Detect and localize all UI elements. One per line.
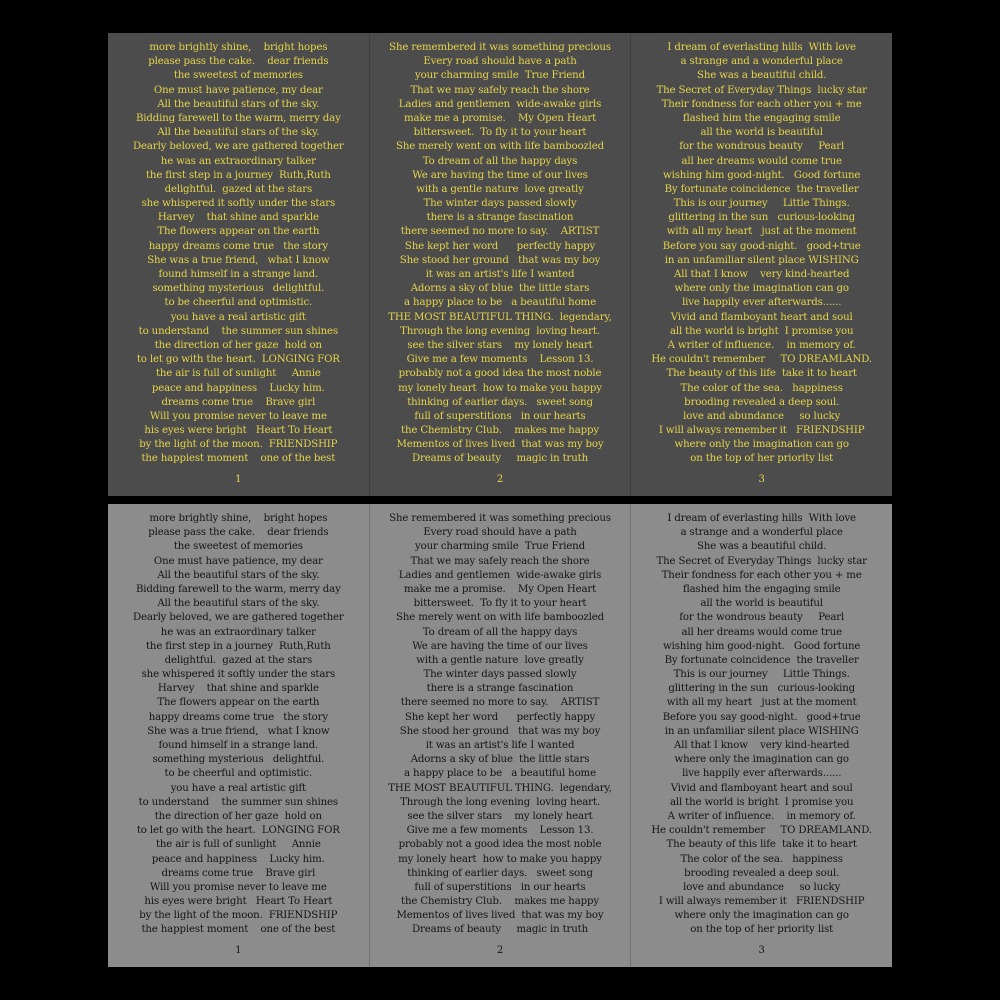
phrase-line: Dreams of beauty magic in truth <box>411 924 589 936</box>
phrase-line: bittersweet. To fly it to your heart <box>413 598 587 610</box>
phrase-line: This is our journey Little Things. <box>673 669 850 681</box>
phrase-line: That we may safely reach the shore <box>410 555 590 567</box>
phrase-line: all the world is bright I promise you <box>669 325 854 337</box>
phrase-line: my lonely heart how to make you happy <box>398 382 602 394</box>
phrase-line: where only the imagination can go <box>674 439 849 451</box>
phrase-line: She remembered it was something precious <box>389 513 611 524</box>
phrase-line: To dream of all the happy days <box>422 626 578 638</box>
phrase-line: All the beautiful stars of the sky. <box>157 569 320 581</box>
phrase-line: Dearly beloved, we are gathered together <box>133 141 344 153</box>
phrase-line: all the world is beautiful <box>700 598 823 610</box>
phrase-line: something mysterious delightful. <box>152 283 325 295</box>
phrase-line: He couldn't remember TO DREAMLAND. <box>651 825 873 837</box>
phrase-line: THE MOST BEAUTIFUL THING. legendary, <box>388 311 612 323</box>
phrase-line: She remembered it was something precious <box>389 42 611 53</box>
phrase-line: where only the imagination can go <box>674 910 849 922</box>
phrase-line: She stood her ground that was my boy <box>399 725 601 737</box>
phrase-line: all her dreams would come true <box>681 155 842 167</box>
phrase-line: for the wondrous beauty Pearl <box>679 612 845 624</box>
phrase-line: Give me a few moments Lesson 13. <box>406 825 594 837</box>
phrase-line: I dream of everlasting hills With love <box>667 513 856 524</box>
phrase-line: a strange and a wonderful place <box>680 527 843 539</box>
phrase-line: full of superstitions in our hearts <box>414 410 586 422</box>
phrase-line: with all my heart just at the moment <box>666 226 857 238</box>
phrase-line: All that I know very kind-hearted <box>674 269 850 280</box>
phrase-line: more brightly shine, bright hopes <box>149 42 328 53</box>
phrase-line: dreams come true Brave girl <box>161 867 316 879</box>
page-number: 3 <box>758 944 765 956</box>
phrase-line: where only the imagination can go <box>674 283 849 295</box>
phrase-line: Vivid and flamboyant heart and soul <box>670 782 853 794</box>
phrase-line: glittering in the sun curious-looking <box>668 683 856 695</box>
phrase-line: your charming smile True Friend <box>415 70 585 82</box>
phrase-line: his eyes were bright Heart To Heart <box>144 896 333 908</box>
phrase-line: Bidding farewell to the warm, merry day <box>135 112 341 124</box>
phrase-line: the Chemistry Club. makes me happy <box>401 425 599 437</box>
phrase-line: The color of the sea. happiness <box>680 853 843 865</box>
column-1 <box>108 504 370 967</box>
phrase-line: it was an artist's life I wanted <box>425 740 575 751</box>
phrase-line: a happy place to be a beautiful home <box>404 768 596 780</box>
phrase-line: That we may safely reach the shore <box>410 84 590 96</box>
phrase-line: Through the long evening loving heart. <box>400 796 600 808</box>
phrase-line: I will always remember it FRIENDSHIP <box>658 896 865 908</box>
phrase-line: the air is full of sunlight Annie <box>155 839 321 851</box>
phrase-line: for the wondrous beauty Pearl <box>679 141 845 153</box>
phrase-line: Through the long evening loving heart. <box>400 325 600 337</box>
phrase-line: you have a real artistic gift <box>170 782 306 794</box>
phrase-line: there is a strange fascination <box>426 683 574 695</box>
phrase-line: All the beautiful stars of the sky. <box>157 598 320 610</box>
phrase-line: a happy place to be a beautiful home <box>404 297 596 309</box>
column-2 <box>370 504 632 967</box>
phrase-line: She was a true friend, what I know <box>147 254 330 266</box>
phrase-line: She was a beautiful child. <box>696 541 827 553</box>
column-1 <box>108 33 370 496</box>
phrase-line: delightful. gazed at the stars <box>164 183 313 195</box>
phrase-line: The winter days passed slowly <box>423 198 577 210</box>
phrase-line: Before you say good-night. good+true <box>662 711 861 723</box>
phrase-line: The beauty of this life take it to heart <box>666 839 857 851</box>
phrase-line: Ladies and gentlemen wide-awake girls <box>398 98 602 110</box>
phrase-line: She merely went on with life bamboozled <box>395 612 605 624</box>
phrase-line: The flowers appear on the earth <box>157 226 320 238</box>
phrase-line: probably not a good idea the most noble <box>398 368 602 380</box>
phrase-line: Their fondness for each other you + me <box>661 98 862 110</box>
phrase-line: The color of the sea. happiness <box>680 382 843 394</box>
phrase-line: please pass the cake. dear friends <box>148 527 329 539</box>
phrase-line: A writer of influence. in memory of. <box>667 339 856 351</box>
phrase-line: to understand the summer sun shines <box>138 325 339 337</box>
phrase-line: the first step in a journey Ruth,Ruth <box>145 640 331 652</box>
phrase-line: thinking of earlier days. sweet song <box>407 867 593 879</box>
phrase-line: Mementos of lives lived that was my boy <box>396 439 604 451</box>
phrase-line: in an unfamiliar silent place WISHING <box>664 254 859 266</box>
phrase-line: please pass the cake. dear friends <box>148 56 329 68</box>
phrase-line: on the top of her priority list <box>690 924 834 936</box>
phrase-line: happy dreams come true the story <box>148 240 328 252</box>
phrase-line: Give me a few moments Lesson 13. <box>406 354 594 366</box>
phrase-line: love and abundance so lucky <box>683 881 841 893</box>
phrase-line: bittersweet. To fly it to your heart <box>413 127 587 139</box>
phrase-line: He couldn't remember TO DREAMLAND. <box>651 354 873 366</box>
phrase-line: Every road should have a path <box>423 527 577 539</box>
phrase-line: This is our journey Little Things. <box>673 198 850 210</box>
phrase-line: my lonely heart how to make you happy <box>398 853 602 865</box>
phrase-line: The Secret of Everyday Things lucky star <box>656 84 867 96</box>
phrase-line: Vivid and flamboyant heart and soul <box>670 311 853 323</box>
page-number: 1 <box>235 944 242 956</box>
phrase-line: the Chemistry Club. makes me happy <box>401 896 599 908</box>
phrase-line: A writer of influence. in memory of. <box>667 810 856 822</box>
sheet-bottom <box>108 504 892 967</box>
phrase-line: Every road should have a path <box>423 56 577 68</box>
phrase-line: Will you promise never to leave me <box>149 410 327 422</box>
phrase-line: Dearly beloved, we are gathered together <box>133 612 344 624</box>
phrase-line: live happily ever afterwards...... <box>682 768 842 780</box>
phrase-line: the sweetest of memories <box>173 70 303 82</box>
phrase-line: To dream of all the happy days <box>422 155 578 167</box>
phrase-line: the first step in a journey Ruth,Ruth <box>145 169 331 181</box>
phrase-line: By fortunate coincidence the traveller <box>664 654 859 666</box>
phrase-line: the sweetest of memories <box>173 541 303 553</box>
phrase-line: the direction of her gaze hold on <box>154 810 322 822</box>
phrase-line: the air is full of sunlight Annie <box>155 368 321 380</box>
phrase-line: in an unfamiliar silent place WISHING <box>664 725 859 737</box>
phrase-line: peace and happiness Lucky him. <box>151 382 325 394</box>
phrase-line: One must have patience, my dear <box>153 84 323 96</box>
column-3 <box>631 33 892 496</box>
phrase-line: the happiest moment one of the best <box>141 924 336 936</box>
phrase-line: One must have patience, my dear <box>153 555 323 567</box>
phrase-line: All that I know very kind-hearted <box>674 740 850 751</box>
phrase-line: The flowers appear on the earth <box>157 697 320 709</box>
phrase-line: your charming smile True Friend <box>415 541 585 553</box>
phrase-line: his eyes were bright Heart To Heart <box>144 425 333 437</box>
column-2 <box>370 33 632 496</box>
phrase-line: make me a promise. My Open Heart <box>403 583 597 595</box>
phrase-line: Harvey that shine and sparkle <box>157 683 319 695</box>
phrase-line: there seemed no more to say. ARTIST <box>400 226 600 238</box>
phrase-line: Harvey that shine and sparkle <box>157 212 319 224</box>
phrase-line: Adorns a sky of blue the little stars <box>410 754 590 766</box>
phrase-line: she whispered it softly under the stars <box>141 669 336 681</box>
phrase-line: By fortunate coincidence the traveller <box>664 183 859 195</box>
phrase-line: The beauty of this life take it to heart <box>666 368 857 380</box>
phrase-line: thinking of earlier days. sweet song <box>407 396 593 408</box>
phrase-line: dreams come true Brave girl <box>161 396 316 408</box>
phrase-line: full of superstitions in our hearts <box>414 881 586 893</box>
phrase-line: by the light of the moon. FRIENDSHIP <box>139 910 338 922</box>
phrase-line: all her dreams would come true <box>681 626 842 638</box>
phrase-line: something mysterious delightful. <box>152 754 325 766</box>
phrase-line: glittering in the sun curious-looking <box>668 212 856 224</box>
phrase-line: peace and happiness Lucky him. <box>151 853 325 865</box>
phrase-line: there seemed no more to say. ARTIST <box>400 697 600 709</box>
phrase-line: more brightly shine, bright hopes <box>149 513 328 524</box>
phrase-line: happy dreams come true the story <box>148 711 328 723</box>
phrase-line: She kept her word perfectly happy <box>404 240 596 252</box>
phrase-line: All the beautiful stars of the sky. <box>157 98 320 110</box>
page-number: 2 <box>496 473 504 485</box>
column-3 <box>631 504 892 967</box>
page-number: 1 <box>235 473 242 485</box>
phrase-line: brooding revealed a deep soul. <box>684 867 840 879</box>
phrase-line: Dreams of beauty magic in truth <box>411 453 589 465</box>
phrase-line: to understand the summer sun shines <box>138 796 339 808</box>
page-number: 2 <box>496 944 504 956</box>
phrase-line: live happily ever afterwards...... <box>682 297 842 309</box>
phrase-line: The Secret of Everyday Things lucky star <box>656 555 867 567</box>
phrase-line: see the silver stars my lonely heart <box>407 339 593 351</box>
phrase-line: with a gentle nature love greatly <box>416 183 584 195</box>
phrase-line: We are having the time of our lives <box>412 169 588 181</box>
phrase-line: Before you say good-night. good+true <box>662 240 861 252</box>
phrase-line: make me a promise. My Open Heart <box>403 112 597 124</box>
phrase-line: wishing him good-night. Good fortune <box>663 640 861 652</box>
phrase-line: I dream of everlasting hills With love <box>667 42 856 53</box>
phrase-line: Bidding farewell to the warm, merry day <box>135 583 341 595</box>
phrase-line: flashed him the engaging smile <box>682 112 841 124</box>
phrase-line: he was an extraordinary talker <box>160 155 316 167</box>
phrase-line: all the world is bright I promise you <box>669 796 854 808</box>
phrase-line: see the silver stars my lonely heart <box>407 810 593 822</box>
phrase-line: to let go with the heart. LONGING FOR <box>136 825 340 837</box>
phrase-line: the happiest moment one of the best <box>141 453 336 465</box>
phrase-line: I will always remember it FRIENDSHIP <box>658 425 865 437</box>
phrase-line: all the world is beautiful <box>700 127 823 139</box>
phrase-line: She was a true friend, what I know <box>147 725 330 737</box>
phrase-line: a strange and a wonderful place <box>680 56 843 68</box>
phrase-line: All the beautiful stars of the sky. <box>157 127 320 139</box>
phrase-line: on the top of her priority list <box>690 453 834 465</box>
sheet-top <box>108 33 892 496</box>
phrase-line: it was an artist's life I wanted <box>425 269 575 280</box>
phrase-line: love and abundance so lucky <box>683 410 841 422</box>
phrase-line: to let go with the heart. LONGING FOR <box>136 354 340 366</box>
phrase-line: to be cheerful and optimistic. <box>164 297 313 309</box>
phrase-line: delightful. gazed at the stars <box>164 654 313 666</box>
phrase-line: She stood her ground that was my boy <box>399 254 601 266</box>
phrase-line: She merely went on with life bamboozled <box>395 141 605 153</box>
phrase-line: Ladies and gentlemen wide-awake girls <box>398 569 602 581</box>
phrase-line: She was a beautiful child. <box>696 70 827 82</box>
phrase-line: Adorns a sky of blue the little stars <box>410 283 590 295</box>
phrase-line: Their fondness for each other you + me <box>661 569 862 581</box>
phrase-line: with a gentle nature love greatly <box>416 654 584 666</box>
phrase-line: to be cheerful and optimistic. <box>164 768 313 780</box>
phrase-line: where only the imagination can go <box>674 754 849 766</box>
phrase-line: probably not a good idea the most noble <box>398 839 602 851</box>
phrase-line: THE MOST BEAUTIFUL THING. legendary, <box>388 782 612 794</box>
phrase-line: she whispered it softly under the stars <box>141 198 336 210</box>
phrase-line: brooding revealed a deep soul. <box>684 396 840 408</box>
phrase-line: by the light of the moon. FRIENDSHIP <box>139 439 338 451</box>
phrase-line: The winter days passed slowly <box>423 669 577 681</box>
page-number: 3 <box>758 473 765 485</box>
phrase-line: flashed him the engaging smile <box>682 583 841 595</box>
phrase-line: he was an extraordinary talker <box>160 626 316 638</box>
phrase-line: wishing him good-night. Good fortune <box>663 169 861 181</box>
phrase-line: found himself in a strange land. <box>158 740 319 751</box>
phrase-line: found himself in a strange land. <box>158 269 319 280</box>
phrase-line: with all my heart just at the moment <box>666 697 857 709</box>
phrase-line: She kept her word perfectly happy <box>404 711 596 723</box>
phrase-line: you have a real artistic gift <box>170 311 306 323</box>
phrase-line: Mementos of lives lived that was my boy <box>396 910 604 922</box>
phrase-line: the direction of her gaze hold on <box>154 339 322 351</box>
phrase-line: We are having the time of our lives <box>412 640 588 652</box>
phrase-line: Will you promise never to leave me <box>149 881 327 893</box>
phrase-line: there is a strange fascination <box>426 212 574 224</box>
